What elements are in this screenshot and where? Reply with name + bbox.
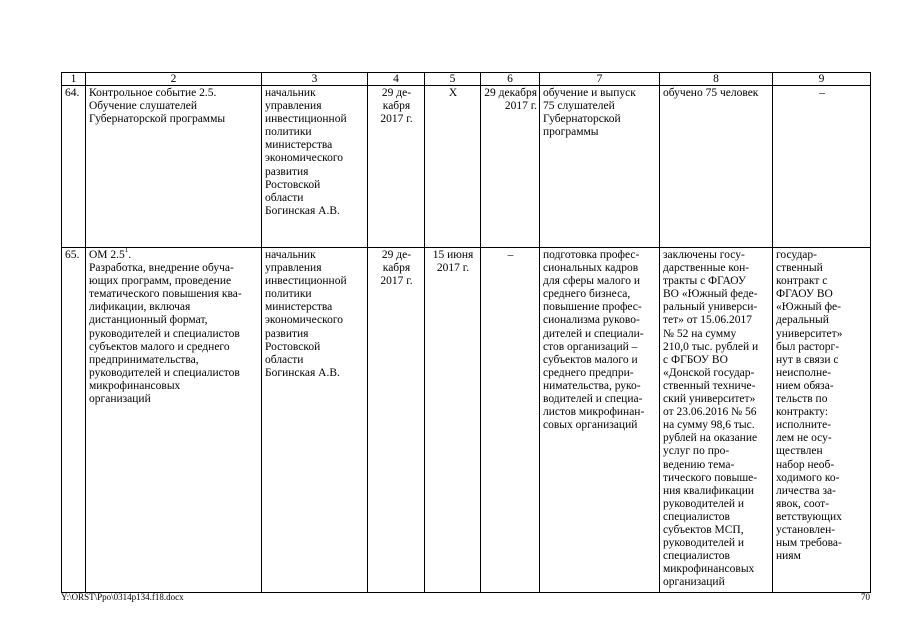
actual-start-date: 15 июня 2017 г.: [425, 248, 481, 593]
event-title: ОМ 2.5: [89, 249, 125, 261]
event-name: Контрольное событие 2.5. Обучение слушателей Губернаторской программы: [86, 86, 262, 248]
column-header: 3: [262, 73, 368, 86]
event-name: Разработка, внедрение обуча- ющих программ, проведение тематического повышения ква- лификации, включая дистанционный формат, руководителей и специалистов субъектов малого и среднего предпринимательства, руководителей и специалистов микрофинансовых организаций: [89, 262, 242, 406]
column-header: 4: [368, 73, 425, 86]
planned-date: 29 де- кабря 2017 г.: [368, 248, 425, 593]
achieved-result: обучено 75 человек: [660, 86, 773, 248]
planned-date: 29 де- кабря 2017 г.: [368, 86, 425, 248]
footnote-marker: 1: [124, 247, 129, 254]
column-header: 7: [540, 73, 660, 86]
responsible-person: начальник управления инвестиционной политики министерства экономического развития Ростовской области Богинская А.В.: [262, 86, 368, 248]
problems: государ- ственный контракт с ФГАОУ ВО «Южный фе- деральный университет» был расторг- нут в связи с неисполне- нием обяза- тельств по контракту: исполните- лем не осу- ществлен набор необ- ходимого ко- личества за- явок, соот- ветствующих установлен- ным требова- ниям: [773, 248, 871, 593]
column-header: 1: [62, 73, 86, 86]
actual-start-date: Х: [425, 86, 481, 248]
column-header: 2: [86, 73, 262, 86]
row-number: 64.: [62, 86, 86, 248]
actual-end-date: –: [481, 248, 540, 593]
expected-result: подготовка профес- сиональных кадров для сферы малого и среднего бизнеса, повышение профес- сионализма руково- дителей и специали- стов организаций – субъектов малого и среднего предпри- нимательства, руко- водителей и специа- листов микрофинан- совых организаций: [540, 248, 660, 593]
column-header: 5: [425, 73, 481, 86]
report-table: [61, 72, 871, 593]
actual-end-date: 29 декабря 2017 г.: [481, 86, 540, 248]
column-number-row: [62, 73, 871, 86]
row-number: 65.: [62, 248, 86, 593]
column-header: 6: [481, 73, 540, 86]
event-cell: ОМ $2.5^1$. Разработка, внедрение обуча- ющих программ, проведение тематического повышения ква- лификации, включая дистанционный формат, руководителей и специалистов субъектов малого и среднего предпринимательства, руководителей и специалистов микрофинансовых организаций: [86, 248, 262, 593]
footer-file-path: Y:\ORST\Ppo\0314p134.f18.docx: [61, 592, 184, 602]
problems: –: [773, 86, 871, 248]
achieved-result: заключены госу- дарственные кон- тракты с ФГАОУ ВО «Южный феде- ральный универси- тет» от 15.06.2017 № 52 на сумму 210,0 тыс. рублей и с ФГБОУ ВО «Донской государ- ственный техниче- ский университет» от 23.06.2016 № 56 на сумму 98,6 тыс. рублей на оказание услуг по про- ведению тема- тического повыше- ния квалификации руководителей и специалистов субъектов МСП, руководителей и специалистов микрофинансовых организаций: [660, 248, 773, 593]
table-row: [62, 248, 871, 593]
expected-result: обучение и выпуск 75 слушателей Губернаторской программы: [540, 86, 660, 248]
column-header: 9: [773, 73, 871, 86]
responsible-person: начальник управления инвестиционной политики министерства экономического развития Ростовской области Богинская А.В.: [262, 248, 368, 593]
page-number: 70: [861, 592, 870, 602]
column-header: 8: [660, 73, 773, 86]
table-row: [62, 86, 871, 248]
